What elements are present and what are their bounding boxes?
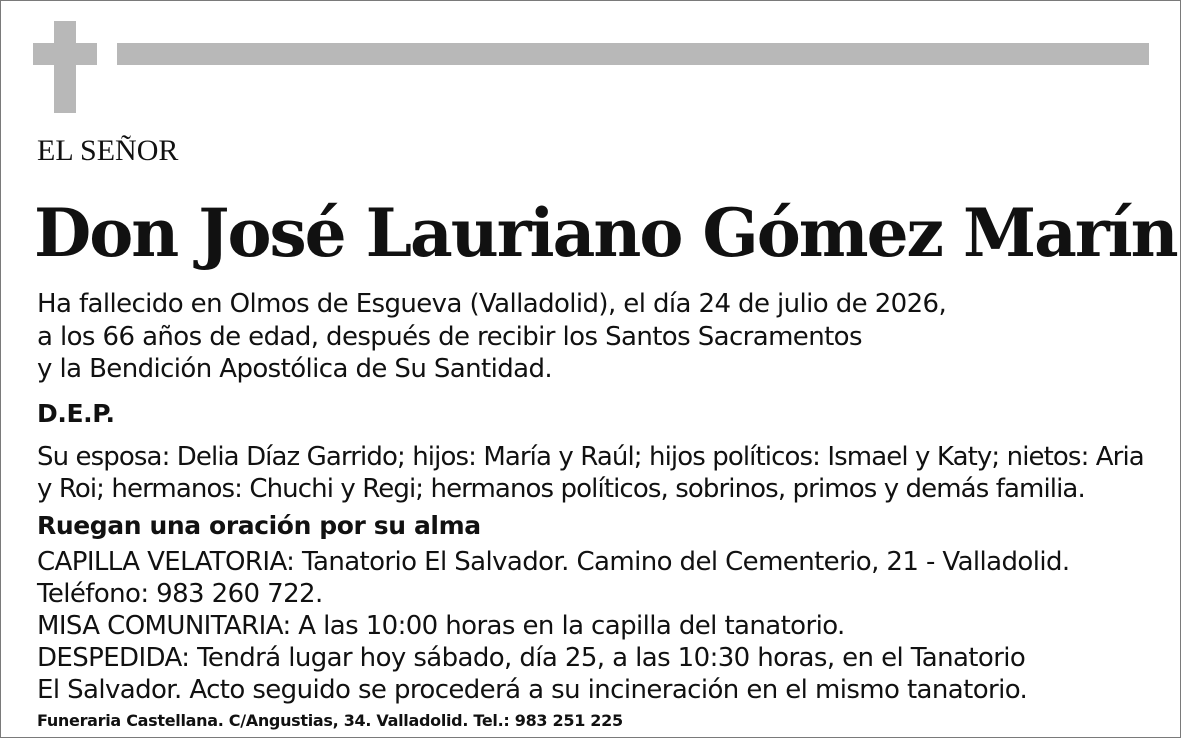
service-line: MISA COMUNITARIA: A las 10:00 horas en la capilla del tanatorio. xyxy=(37,611,845,641)
deceased-name: Don José Lauriano Gómez Marín xyxy=(34,194,1177,272)
announcement-line: y la Bendición Apostólica de Su Santidad. xyxy=(37,354,553,384)
funeral-home-footer: Funeraria Castellana. C/Angustias, 34. Valladolid. Tel.: 983 251 225 xyxy=(37,711,623,730)
service-line: Teléfono: 983 260 722. xyxy=(37,579,323,609)
header-rule xyxy=(117,43,1149,65)
prayer-request: Ruegan una oración por su alma xyxy=(37,511,481,540)
announcement-line: Ha fallecido en Olmos de Esgueva (Valladolid), el día 24 de julio de 2026, xyxy=(37,289,947,319)
announcement-line: a los 66 años de edad, después de recibir los Santos Sacramentos xyxy=(37,322,862,352)
cross-icon-crossbar xyxy=(33,43,97,65)
family-line: y Roi; hermanos: Chuchi y Regi; hermanos políticos, sobrinos, primos y demás familia. xyxy=(37,474,1085,504)
cross-icon xyxy=(54,21,76,113)
rip-label: D.E.P. xyxy=(37,399,115,428)
family-line: Su esposa: Delia Díaz Garrido; hijos: María y Raúl; hijos políticos: Ismael y Katy; nietos: Aria xyxy=(37,442,1144,472)
title-label: EL SEÑOR xyxy=(37,134,179,167)
service-line: CAPILLA VELATORIA: Tanatorio El Salvador. Camino del Cementerio, 21 - Valladolid. xyxy=(37,547,1070,577)
service-line: DESPEDIDA: Tendrá lugar hoy sábado, día 25, a las 10:30 horas, en el Tanatorio xyxy=(37,643,1026,673)
service-line: El Salvador. Acto seguido se procederá a su incineración en el mismo tanatorio. xyxy=(37,675,1028,705)
